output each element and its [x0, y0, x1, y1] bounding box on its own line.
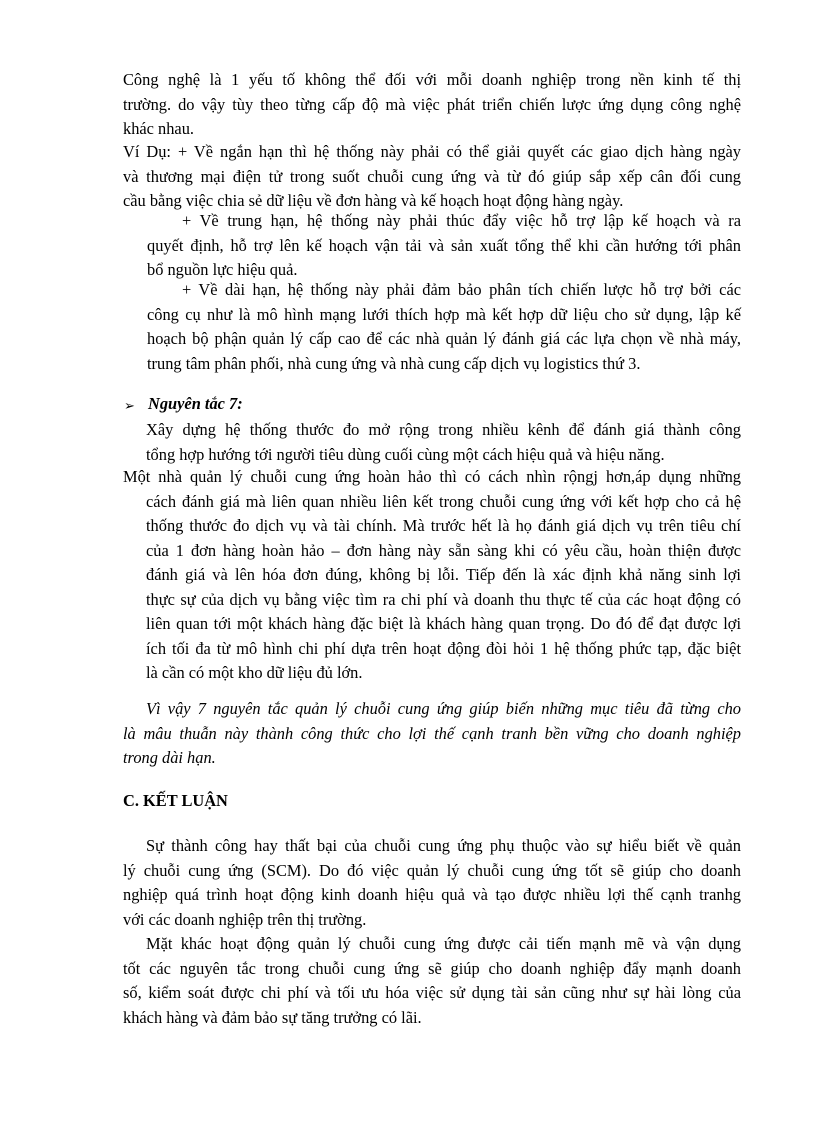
text-line: hoạch bộ phận quản lý cấp cao để các nhà quản lý đánh giá các lựa chọn về nhà máy, [147, 329, 741, 348]
text-line: trung tâm phân phối, nhà cung ứng và nhà cung cấp dịch vụ logistics thứ 3. [147, 353, 641, 373]
text-line: lý chuỗi cung ứng (SCM). Do đó việc quản lý chuỗi cung ứng tốt sẽ giúp cho doanh [123, 860, 741, 880]
conclusion-paragraph-2 [123, 932, 741, 1030]
text-line: + Về dài hạn, hệ thống này phải đảm bảo phân tích chiến lược hỗ trợ bởi các [182, 280, 741, 299]
text-line: công cụ như là mô hình mạng lưới thích hợp mà kết hợp dữ liệu cho sử dụng, lập kế [147, 304, 741, 324]
text-line: bổ nguồn lực hiệu quả. [147, 260, 298, 279]
principle-7-heading: Nguyên tắc 7: [148, 394, 243, 413]
summary-paragraph [123, 697, 741, 771]
text-line: + Về trung hạn, hệ thống này phải thúc đẩy việc hỗ trợ lập kế hoạch và ra [182, 211, 741, 230]
example-paragraph [123, 140, 741, 214]
text-line: liên quan tới một khách hàng đặc biệt là khách hàng quan trọng. Do đó để đạt được lợi [146, 614, 741, 633]
text-line: Ví Dụ: + Về ngắn hạn thì hệ thống này phải có thể giải quyết các giao dịch hàng ngày [123, 142, 741, 161]
text-line: là cần có một kho dữ liệu đủ lớn. [146, 663, 363, 682]
text-line: và thương mại điện tử trong suốt chuỗi cung ứng và từ đó giúp sắp xếp cân đối cung [123, 166, 741, 186]
text-line: Công nghệ là 1 yếu tố không thể đối với mỗi doanh nghiệp trong nền kinh tế thị [123, 70, 741, 89]
text-line: thống thước đo dịch vụ và tài chính. Mà trước hết là họ đánh giá dịch vụ trên tiêu chí [146, 516, 741, 535]
text-line: thực sự của dịch vụ bằng việc tìm ra chi phí và doanh thu thực tế của các hoạt động có [146, 589, 741, 609]
text-line: quyết định, hỗ trợ lên kế hoạch vận tải và sản xuất tổng thể khi cần hướng tới phân [147, 235, 741, 255]
text-line: đánh giá và lên hóa đơn đúng, không bị lỗi. Tiếp đến là xác định khả năng sinh lợi [146, 565, 741, 584]
text-line: khách hàng và đảm bảo sự tăng trưởng có lãi. [123, 1007, 422, 1027]
text-line: Vì vậy 7 nguyên tắc quản lý chuỗi cung ứng giúp biến những mục tiêu đã từng cho [146, 699, 741, 718]
text-line: với các doanh nghiệp trên thị trường. [123, 909, 367, 929]
principle-7-body [123, 465, 741, 686]
arrow-bullet-icon: ➢ [124, 398, 135, 413]
long-term-paragraph [147, 278, 741, 376]
text-line: trong dài hạn. [123, 748, 216, 767]
text-line: trường. do vậy tùy theo từng cấp độ mà việc phát triển chiến lược ứng dụng công nghệ [123, 94, 741, 114]
principle-7-intro [123, 418, 741, 467]
intro-paragraph [123, 68, 741, 142]
text-line: tổng hợp hướng tới người tiêu dùng cuối cùng một cách hiệu quả và hiệu năng. [146, 444, 665, 464]
text-line: Mặt khác hoạt động quản lý chuỗi cung ứng được cải tiến mạnh mẽ và vận dụng [146, 934, 741, 953]
conclusion-heading: C. KẾT LUẬN [123, 791, 228, 810]
conclusion-paragraph-1 [123, 834, 741, 932]
text-line: tốt các nguyên tắc trong chuỗi cung ứng sẽ giúp cho doanh nghiệp đẩy mạnh doanh [123, 958, 741, 978]
text-line: Xây dựng hệ thống thước đo mở rộng trong nhiều kênh để đánh giá thành công [146, 420, 741, 439]
text-line: Sự thành công hay thất bại của chuỗi cung ứng phụ thuộc vào sự hiểu biết về quản [146, 836, 741, 855]
text-line: là mâu thuẫn này thành công thức cho lợi thế cạnh tranh bền vững cho doanh nghiệp [123, 723, 741, 743]
text-line: của 1 đơn hàng hoàn hảo – đơn hàng này sẵn sàng khi có yêu cầu, hoàn thiện được [146, 540, 741, 560]
text-line: cách đánh giá mà liên quan nhiều liên kết trong chuỗi cung ứng với kết hợp cho cả hệ [146, 491, 741, 511]
text-line: khác nhau. [123, 119, 194, 138]
text-line: số, kiểm soát được chi phí và tối ưu hóa việc sử dụng tài sản cũng như sự hài lòng của [123, 983, 741, 1002]
text-line: Một nhà quản lý chuỗi cung ứng hoàn hảo thì có cách nhìn rộngj hơn,áp dụng những [123, 467, 741, 486]
text-line: nghiệp quá trình hoạt động kinh doanh hiệu quả và tạo được nhiều lợi thế cạnh tranhg [123, 885, 741, 904]
mid-term-paragraph [147, 209, 741, 283]
text-line: ích tối đa từ mô hình chi phí dựa trên hoạt động đòi hỏi 1 hệ thống phức tạp, đặc biệt [146, 638, 741, 658]
text-line: cầu bằng việc chia sẻ dữ liệu về đơn hàng và kế hoạch hoạt động hàng ngày. [123, 191, 624, 210]
